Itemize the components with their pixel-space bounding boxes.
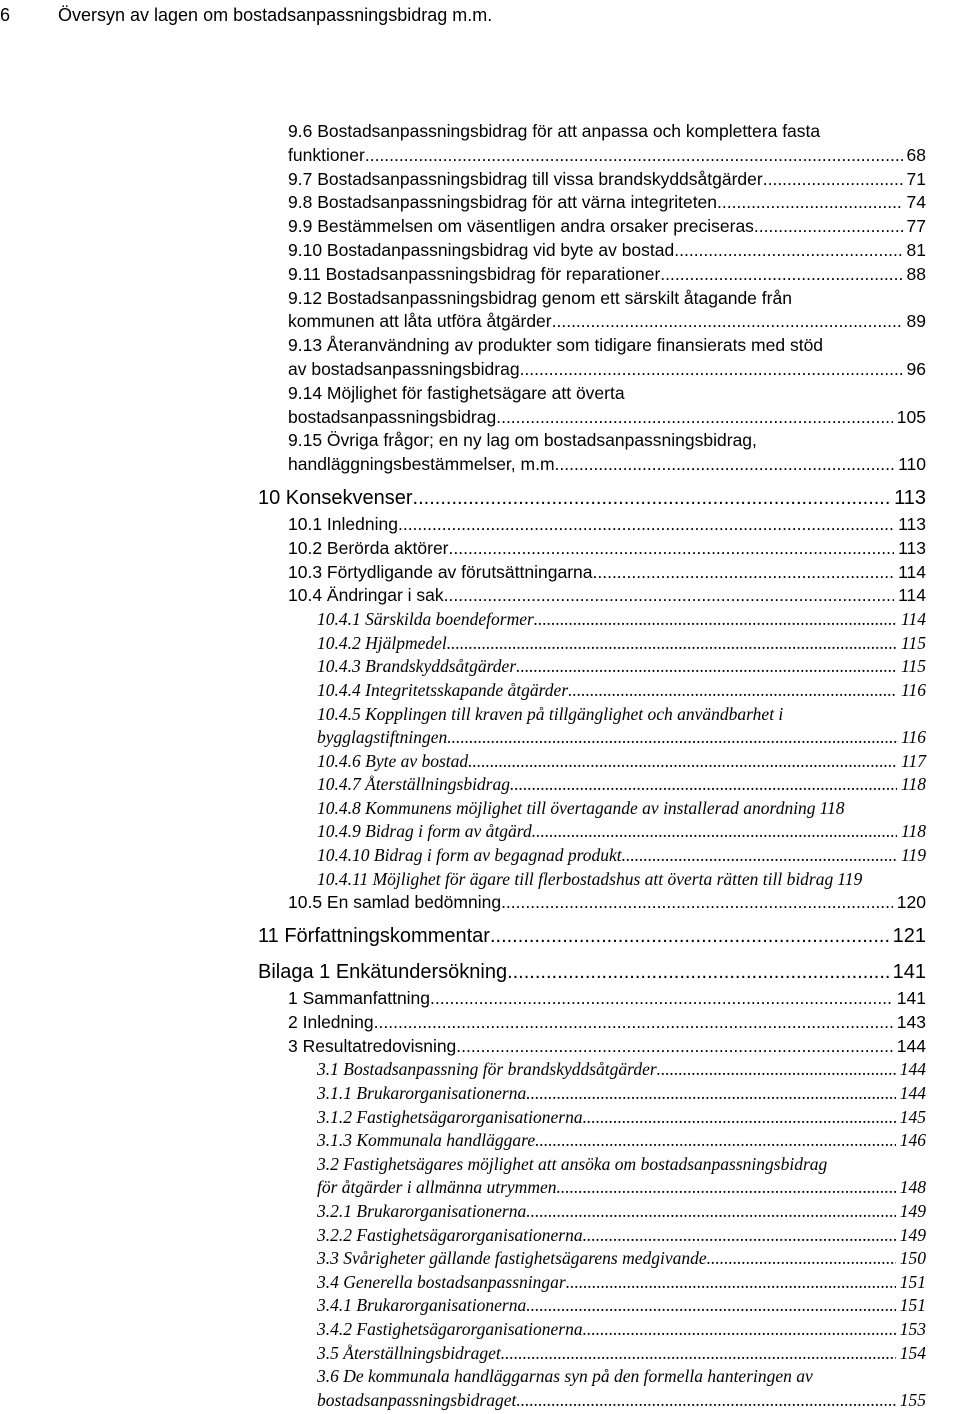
dot-leader xyxy=(398,513,894,537)
toc-entry-title: 3.3 Svårigheter gällande fastighetsägarens medgivande xyxy=(317,1248,707,1269)
toc-entry-title: 10.4.5 Kopplingen till kraven på tillgänglighet och användbarhet i xyxy=(317,703,784,724)
toc-entry-title: 1 Sammanfattning xyxy=(288,988,431,1009)
dot-leader xyxy=(374,1011,893,1035)
dot-leader xyxy=(552,310,903,334)
toc-entry-page: 149 xyxy=(899,1224,926,1245)
page-header xyxy=(0,4,492,26)
toc-entry-title: funktioner xyxy=(288,144,365,165)
toc-entry[interactable] xyxy=(258,483,926,513)
toc-entry[interactable] xyxy=(317,1224,926,1248)
toc-entry-title: 3.1 Bostadsanpassning för brandskyddsåtgärder xyxy=(317,1059,657,1080)
toc-entry-title: 3.2 Fastighetsägares möjlighet att ansöka om bostadsanpassningsbidrag xyxy=(317,1153,828,1174)
toc-entry-title: 9.15 Övriga frågor; en ny lag om bostadsanpassningsbidrag, xyxy=(288,430,757,451)
toc-entry-page: 146 xyxy=(899,1130,926,1151)
toc-entry-page: 116 xyxy=(901,679,926,700)
dot-leader xyxy=(526,1200,896,1224)
dot-leader xyxy=(501,1342,896,1366)
toc-entry[interactable] xyxy=(288,287,926,335)
toc-entry[interactable] xyxy=(288,239,926,263)
toc-entry-title: av bostadsanpassningsbidrag xyxy=(288,358,520,379)
toc-entry[interactable] xyxy=(317,632,926,656)
toc-entry-title: 10.4.6 Byte av bostad xyxy=(317,750,469,771)
dot-leader xyxy=(535,1129,896,1153)
toc-entry-title: 3.4.1 Brukarorganisationerna xyxy=(317,1295,527,1316)
toc-entry-title: 10.3 Förtydligande av förutsättningarna xyxy=(288,561,593,582)
toc-entry-page: 144 xyxy=(896,1035,926,1056)
dot-leader xyxy=(763,168,903,192)
toc-entry-page: 77 xyxy=(906,216,926,237)
dot-leader xyxy=(456,1035,893,1059)
toc-entry[interactable] xyxy=(317,1294,926,1318)
dot-leader xyxy=(444,584,894,608)
dot-leader xyxy=(501,891,893,915)
toc-entry-title: 10.4.8 Kommunens möjlighet till övertagande av installerad anordning xyxy=(317,797,816,818)
toc-entry-page: 148 xyxy=(899,1177,926,1198)
toc-entry[interactable] xyxy=(317,820,926,844)
toc-entry[interactable] xyxy=(317,1200,926,1224)
toc-entry-title: 3.4.2 Fastighetsägarorganisationerna xyxy=(317,1318,583,1339)
toc-entry[interactable] xyxy=(288,429,926,477)
running-title: Översyn av lagen om bostadsanpassningsbidrag m.m. xyxy=(58,5,493,25)
toc-entry-page: 113 xyxy=(898,537,926,558)
toc-entry-page: 114 xyxy=(898,585,926,606)
toc-entry-title: 3.2.2 Fastighetsägarorganisationerna xyxy=(317,1224,583,1245)
dot-leader xyxy=(516,655,897,679)
toc-entry-page: 105 xyxy=(896,406,926,427)
toc-entry[interactable] xyxy=(288,120,926,168)
toc-entry-page: 155 xyxy=(899,1389,926,1410)
toc-entry-title: 3.1.2 Fastighetsägarorganisationerna xyxy=(317,1106,583,1127)
toc-entry-page: 121 xyxy=(892,925,926,948)
toc-entry-page: 115 xyxy=(901,656,926,677)
toc-entry-title: 10.4.10 Bidrag i form av begagnad produkt xyxy=(317,845,622,866)
toc-entry-title: 9.13 Återanvändning av produkter som tidigare finansierats med stöd xyxy=(288,335,824,356)
toc-entry-page: 149 xyxy=(899,1201,926,1222)
toc-entry[interactable] xyxy=(317,797,926,821)
toc-entry[interactable] xyxy=(288,382,926,430)
toc-entry[interactable] xyxy=(317,608,926,632)
dot-leader xyxy=(447,726,897,750)
toc-entry-title: 10.1 Inledning xyxy=(288,513,398,534)
dot-leader xyxy=(660,263,902,287)
toc-entry-title: 9.11 Bostadsanpassningsbidrag för reparationer xyxy=(288,263,661,284)
toc-entry-title: 10.4.9 Bidrag i form av åtgärd xyxy=(317,821,532,842)
toc-entry-page: 143 xyxy=(896,1011,926,1032)
toc-entry[interactable] xyxy=(317,1342,926,1366)
toc-entry-title: 2 Inledning xyxy=(288,1011,374,1032)
dot-leader xyxy=(583,1106,896,1130)
toc-entry-page: 113 xyxy=(898,513,926,534)
toc-entry-page: 144 xyxy=(899,1059,926,1080)
dot-leader xyxy=(754,215,903,239)
toc-entry-page: 120 xyxy=(896,892,926,913)
toc-entry-page: 68 xyxy=(906,144,926,165)
toc-entry-page: 110 xyxy=(898,454,926,475)
toc-entry[interactable] xyxy=(317,1271,926,1295)
toc-entry-page: 144 xyxy=(899,1083,926,1104)
toc-entry-title: Bilaga 1 Enkätundersökning xyxy=(258,961,508,984)
dot-leader xyxy=(622,844,897,868)
page-number: 6 xyxy=(0,5,11,25)
toc-entry-page: 141 xyxy=(892,961,926,984)
dot-leader xyxy=(449,537,895,561)
toc-entry[interactable] xyxy=(317,773,926,797)
toc-entry[interactable] xyxy=(317,1106,926,1130)
toc-entry-page: 118 xyxy=(819,797,845,818)
toc-entry[interactable] xyxy=(288,537,926,561)
toc-entry-title: 9.6 Bostadsanpassningsbidrag för att anpassa och komplettera fasta xyxy=(288,121,821,141)
toc-entry-page: 151 xyxy=(899,1295,926,1316)
dot-leader xyxy=(707,1247,896,1271)
dot-leader xyxy=(510,773,897,797)
dot-leader xyxy=(468,750,897,774)
toc-entry-title: 3.2.1 Brukarorganisationerna xyxy=(317,1201,527,1222)
toc-entry-title: 9.9 Bestämmelsen om väsentligen andra orsaker preciseras xyxy=(288,216,754,237)
toc-entry[interactable] xyxy=(317,703,926,750)
toc-entry[interactable] xyxy=(288,334,926,382)
toc-entry[interactable] xyxy=(288,1035,926,1059)
toc-entry[interactable] xyxy=(317,1129,926,1153)
dot-leader xyxy=(526,1294,896,1318)
toc-entry[interactable] xyxy=(317,1247,926,1271)
toc-entry-title: 3.5 Återställningsbidraget xyxy=(317,1342,501,1363)
toc-entry-page: 150 xyxy=(899,1248,926,1269)
toc-entry-title: bostadsanpassningsbidrag xyxy=(288,406,497,427)
toc-entry-title: 9.12 Bostadsanpassningsbidrag genom ett särskilt åtagande från xyxy=(288,287,792,308)
toc-entry-title: 11 Författningskommentar xyxy=(258,925,490,948)
toc-entry-title: 10.5 En samlad bedömning xyxy=(288,892,502,913)
toc-entry-page: 114 xyxy=(901,609,926,630)
toc-entry[interactable] xyxy=(288,987,926,1011)
toc-entry-title: 3.1.3 Kommunala handläggare xyxy=(317,1130,536,1151)
toc-entry[interactable] xyxy=(317,868,926,892)
dot-leader xyxy=(674,239,902,263)
toc-entry-title: 3.1.1 Brukarorganisationerna xyxy=(317,1083,527,1104)
dot-leader xyxy=(496,406,893,430)
toc-entry[interactable] xyxy=(288,168,926,192)
toc-entry-title: 10.4.7 Återställningsbidrag xyxy=(317,774,510,795)
dot-leader xyxy=(583,1318,896,1342)
toc-entry[interactable] xyxy=(317,1365,926,1412)
dot-leader xyxy=(566,1271,896,1295)
toc-entry[interactable] xyxy=(317,844,926,868)
toc-entry-page: 119 xyxy=(837,868,863,889)
dot-leader xyxy=(447,632,897,656)
toc-entry-title: 10.4.3 Brandskyddsåtgärder xyxy=(317,656,517,677)
toc-entry-title: 10.4.11 Möjlighet för ägare till flerbostadshus att överta rätten till bidrag xyxy=(317,868,834,889)
toc-entry-title: för åtgärder i allmänna utrymmen xyxy=(317,1177,557,1198)
toc-entry-title: 10.4.2 Hjälpmedel xyxy=(317,632,447,653)
toc-entry-page: 151 xyxy=(899,1271,926,1292)
toc-entry[interactable] xyxy=(288,1011,926,1035)
toc-entry[interactable] xyxy=(317,1082,926,1106)
toc-entry-title: 3.4 Generella bostadsanpassningar xyxy=(317,1271,566,1292)
toc-entry-page: 71 xyxy=(906,168,926,189)
toc-entry[interactable] xyxy=(288,584,926,608)
toc-entry[interactable] xyxy=(288,513,926,537)
toc-entry-title: bostadsanpassningsbidraget xyxy=(317,1389,517,1410)
toc-entry[interactable] xyxy=(317,1318,926,1342)
toc-entry-page: 81 xyxy=(906,239,926,260)
dot-leader xyxy=(532,820,897,844)
dot-leader xyxy=(556,1176,895,1200)
toc-entry-page: 113 xyxy=(894,486,926,509)
toc-entry-page: 145 xyxy=(899,1106,926,1127)
toc-entry[interactable] xyxy=(317,679,926,703)
toc-entry[interactable] xyxy=(288,891,926,915)
toc-entry-title: 3.6 De kommunala handläggarnas syn på den formella hanteringen av xyxy=(317,1366,813,1387)
dot-leader xyxy=(526,1082,896,1106)
toc-entry-page: 118 xyxy=(901,774,926,795)
toc-entry-page: 89 xyxy=(906,311,926,332)
toc-entry-page: 119 xyxy=(901,845,926,866)
toc-entry-title: 9.10 Bostadanpassningsbidrag vid byte av bostad xyxy=(288,239,675,260)
toc-entry-page: 115 xyxy=(901,632,926,653)
dot-leader xyxy=(717,191,903,215)
dot-leader xyxy=(568,679,897,703)
dot-leader xyxy=(583,1224,896,1248)
toc-entry-title: bygglagstiftningen xyxy=(317,727,448,748)
toc-entry-title: 10.4 Ändringar i sak xyxy=(288,585,444,606)
toc-entry[interactable] xyxy=(288,561,926,585)
dot-leader xyxy=(507,957,891,987)
toc-entry-page: 114 xyxy=(898,561,926,582)
toc-entry[interactable] xyxy=(258,957,926,987)
toc-entry-title: 10 Konsekvenser xyxy=(258,486,413,509)
toc-entry-page: 154 xyxy=(899,1342,926,1363)
toc-entry-title: 3 Resultatredovisning xyxy=(288,1035,457,1056)
dot-leader xyxy=(365,144,903,168)
dot-leader xyxy=(490,921,891,951)
dot-leader xyxy=(413,483,893,513)
dot-leader xyxy=(593,561,895,585)
toc-entry-page: 118 xyxy=(901,821,926,842)
toc-entry-page: 117 xyxy=(901,750,926,771)
toc-entry[interactable] xyxy=(288,215,926,239)
toc-entry[interactable] xyxy=(258,921,926,951)
toc-entry-title: 9.7 Bostadsanpassningsbidrag till vissa brandskyddsåtgärder xyxy=(288,168,763,189)
dot-leader xyxy=(516,1389,895,1413)
toc-entry[interactable] xyxy=(317,1058,926,1082)
toc-entry-page: 88 xyxy=(906,263,926,284)
toc-entry[interactable] xyxy=(288,191,926,215)
toc-entry-title: 10.2 Berörda aktörer xyxy=(288,537,449,558)
toc-entry-page: 116 xyxy=(901,727,926,748)
dot-leader xyxy=(430,987,893,1011)
toc-entry[interactable] xyxy=(317,1153,926,1200)
toc-entry-title: 10.4.1 Särskilda boendeformer xyxy=(317,609,534,630)
table-of-contents xyxy=(0,120,960,1412)
toc-entry-title: kommunen att låta utföra åtgärder xyxy=(288,311,552,332)
toc-entry[interactable] xyxy=(317,750,926,774)
toc-entry-title: 10.4.4 Integritetsskapande åtgärder xyxy=(317,679,569,700)
toc-entry-title: handläggningsbestämmelser, m.m. xyxy=(288,454,560,475)
toc-entry[interactable] xyxy=(317,655,926,679)
toc-entry-page: 153 xyxy=(899,1318,926,1339)
dot-leader xyxy=(657,1058,896,1082)
toc-entry-title: 9.8 Bostadsanpassningsbidrag för att värna integriteten xyxy=(288,192,718,213)
toc-entry-page: 74 xyxy=(906,192,926,213)
dot-leader xyxy=(534,608,897,632)
toc-entry-page: 141 xyxy=(896,988,926,1009)
dot-leader xyxy=(520,358,903,382)
toc-entry-page: 96 xyxy=(906,358,926,379)
toc-entry-title: 9.14 Möjlighet för fastighetsägare att överta xyxy=(288,382,625,403)
dot-leader xyxy=(559,453,894,477)
toc-entry[interactable] xyxy=(288,263,926,287)
